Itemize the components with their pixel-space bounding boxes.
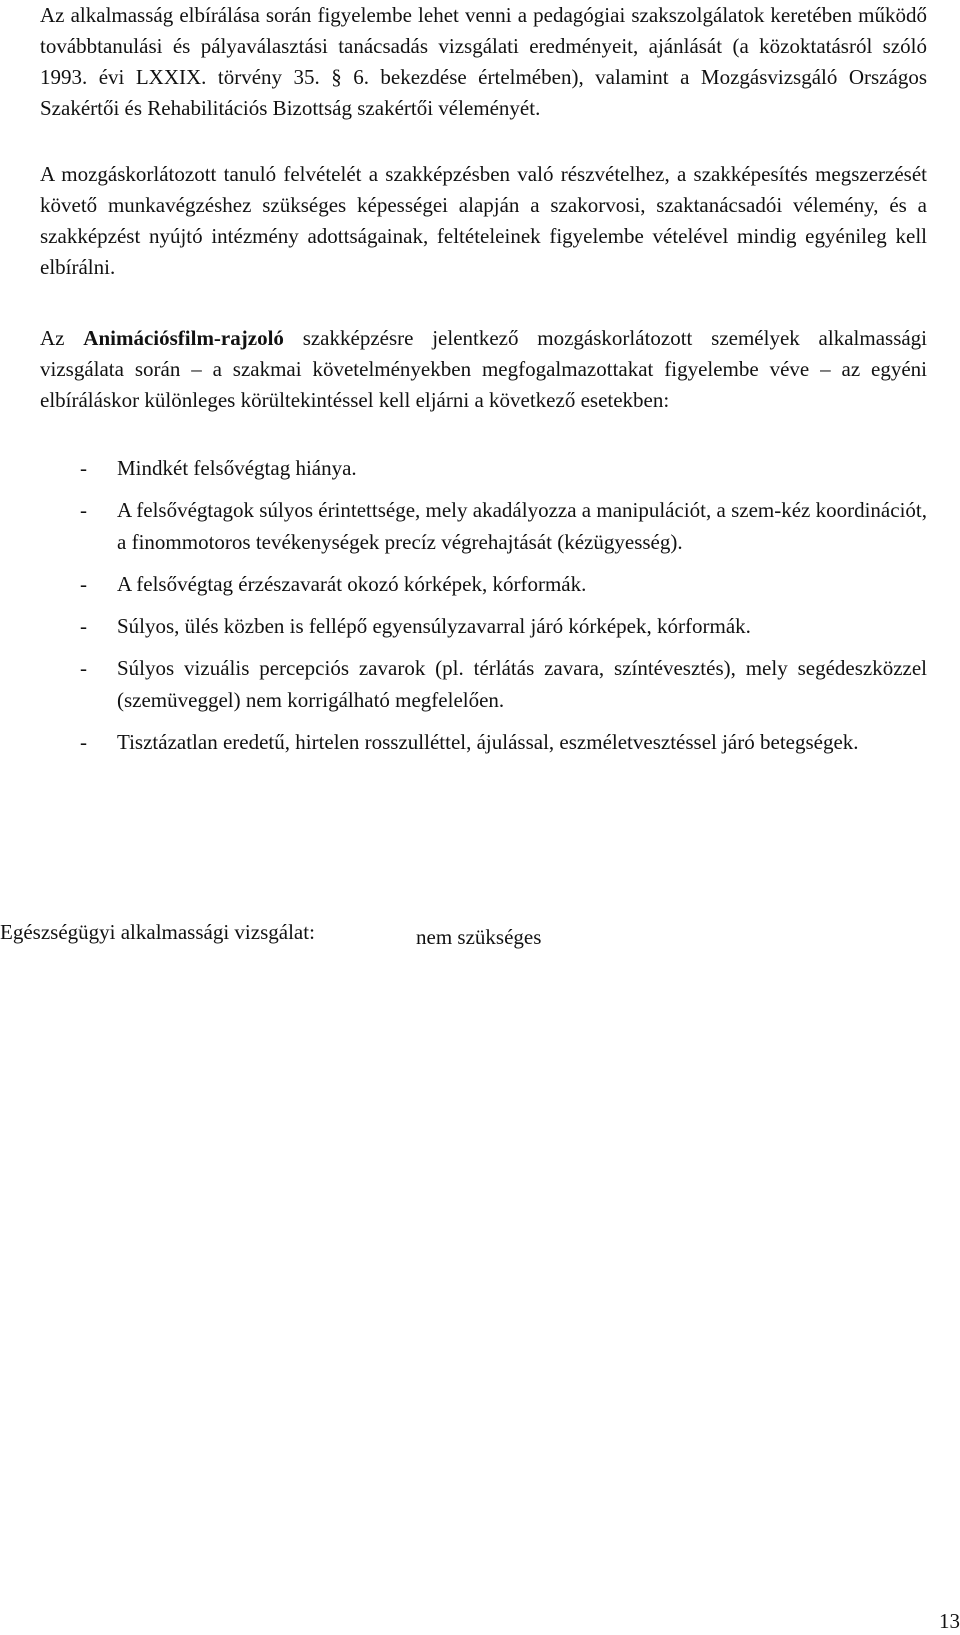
list-dash: - [80, 730, 87, 754]
paragraph-profession-conditions [40, 323, 927, 416]
list-item [40, 568, 927, 600]
paragraph-assessment-basis: Az alkalmasság elbírálása során figyelembe lehet venni a pedagógiai szakszolgálatok keretében működő továbbtanulási és pályaválasztási tanácsadás vizsgálati eredményeit, ajánlását (a közoktatásról szóló 1993. évi LXXIX. törvény 35. § 6. bekezdése értelmében), valamint a Mozgásvizsgáló Országos Szakértői és Rehabilitációs Bizottság szakértői véleményét. [40, 3, 927, 120]
health-exam-value: nem szükséges [416, 925, 542, 949]
list-item [40, 652, 927, 716]
list-item-text: Súlyos vizuális percepciós zavarok (pl. térlátás zavara, színtévesztés), mely segédeszközzel (szemüveggel) nem korrigálható megfelelően. [117, 656, 927, 712]
health-exam-label: Egészségügyi alkalmassági vizsgálat: [0, 920, 315, 944]
list-dash: - [80, 572, 87, 596]
list-item-text: Mindkét felsővégtag hiánya. [117, 456, 357, 480]
list-item [40, 726, 927, 758]
page-number: 13 [939, 1609, 960, 1633]
list-dash: - [80, 614, 87, 638]
condition-list [40, 452, 927, 768]
list-item-text: Tisztázatlan eredetű, hirtelen rosszulléttel, ájulással, eszméletvesztéssel járó betegségek. [117, 730, 859, 754]
paragraph-start-text: Az [40, 326, 65, 350]
list-item-text: Súlyos, ülés közben is fellépő egyensúlyzavarral járó kórképek, kórformák. [117, 614, 751, 638]
list-item [40, 610, 927, 642]
list-item-text: A felsővégtag érzészavarát okozó kórképek, kórformák. [117, 572, 587, 596]
paragraph-individual-assessment: A mozgáskorlátozott tanuló felvételét a szakképzésben való részvételhez, a szakképesítés megszerzését követő munkavégzéshez szükséges képességei alapján a szakorvosi, szaktanácsadói vélemény, és a szakképzést nyújtó intézmény adottságainak, feltételeinek figyelembe vételével mindig egyénileg kell elbírálni. [40, 162, 927, 279]
list-item [40, 494, 927, 558]
list-dash: - [80, 656, 87, 680]
paragraph-end-text: szakképzésre jelentkező mozgáskorlátozott személyek alkalmassági vizsgálata során – a szakmai követelményekben megfogalmazottakat figyelembe véve – az egyéni elbíráláskor különleges körültekintéssel kell eljárni a következő esetekben: [40, 326, 928, 412]
list-item-text: A felsővégtagok súlyos érintettsége, mely akadályozza a manipulációt, a szem-kéz koordinációt, a finommotoros tevékenységek precíz végrehajtását (kézügyesség). [117, 498, 927, 554]
list-dash: - [80, 498, 87, 522]
list-dash: - [80, 456, 87, 480]
profession-name: Animációsfilm-rajzoló [83, 326, 284, 350]
list-item [40, 452, 927, 484]
